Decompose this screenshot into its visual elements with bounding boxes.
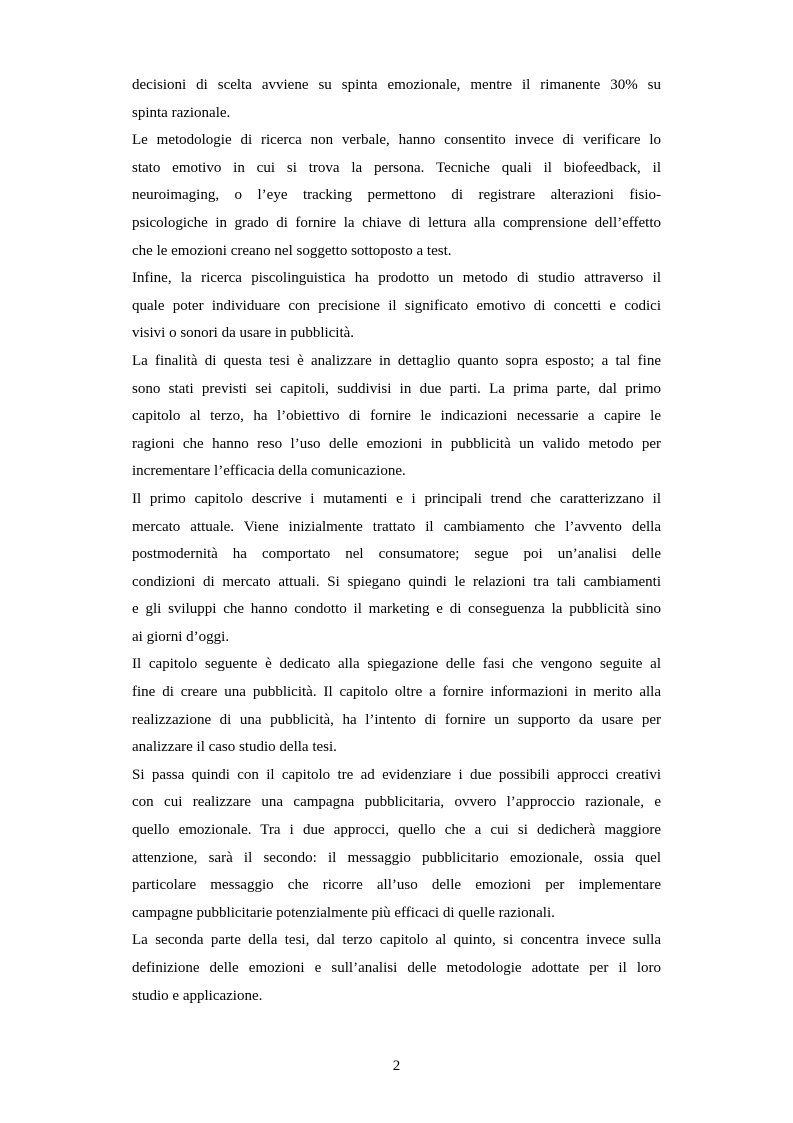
text-line: Il primo capitolo descrive i mutamenti e i principali trend che caratterizzano il [132,490,661,507]
text-line: ai giorni d’oggi. [132,628,230,645]
text-line: con cui realizzare una campagna pubblicitaria, ovvero l’approccio razionale, e [132,794,661,811]
text-line: La finalità di questa tesi è analizzare in dettaglio quanto sopra esposto; a tal fine [132,352,661,369]
text-line: Infine, la ricerca piscolinguistica ha prodotto un metodo di studio attraverso il [132,270,661,287]
text-line: quale poter individuare con precisione il significato emotivo di concetti e codici [132,297,661,314]
paragraph [132,348,661,486]
text-line: capitolo al terzo, ha l’obiettivo di fornire le indicazioni necessarie a capire le [132,408,661,425]
text-line: Le metodologie di ricerca non verbale, hanno consentito invece di verificare lo [132,132,661,149]
text-line: psicologiche in grado di fornire la chiave di lettura alla comprensione dell’effetto [132,214,661,231]
text-line: postmodernità ha comportato nel consumatore; segue poi un’analisi delle [132,546,661,563]
paragraph [132,127,661,265]
text-line: realizzazione di una pubblicità, ha l’intento di fornire un supporto da usare per [132,711,661,728]
paragraph [132,265,661,348]
paragraph [132,927,661,1010]
paragraph [132,762,661,928]
text-line: studio e applicazione. [132,987,263,1004]
text-line: ragioni che hanno reso l’uso delle emozioni in pubblicità un valido metodo per [132,435,661,452]
text-line: decisioni di scelta avviene su spinta emozionale, mentre il rimanente 30% su [132,77,661,93]
text-line: analizzare il caso studio della tesi. [132,739,337,756]
text-line: stato emotivo in cui si trova la persona. Tecniche quali il biofeedback, il [132,159,661,176]
text-line: Si passa quindi con il capitolo tre ad evidenziare i due possibili approcci creativi [132,766,661,783]
text-line: che le emozioni creano nel soggetto sottoposto a test. [132,242,452,259]
text-line: campagne pubblicitarie potenzialmente più efficaci di quelle razionali. [132,904,555,921]
text-line: incrementare l’efficacia della comunicazione. [132,463,406,480]
text-line: definizione delle emozioni e sull’analisi delle metodologie adottate per il loro [132,960,661,976]
text-line: sono stati previsti sei capitoli, suddivisi in due parti. La prima parte, dal primo [132,380,661,397]
page-number: 2 [392,1058,401,1074]
text-line: quello emozionale. Tra i due approcci, quello che a cui si dedicherà maggiore [132,822,661,839]
text-line: condizioni di mercato attuali. Si spiegano quindi le relazioni tra tali cambiamenti [132,573,661,590]
text-line: visivi o sonori da usare in pubblicità. [132,325,355,342]
text-line: spinta razionale. [132,104,231,121]
paragraph [132,651,661,761]
text-line: mercato attuale. Viene inizialmente trattato il cambiamento che l’avvento della [132,518,661,535]
document-body [132,72,661,1010]
text-line: e gli sviluppi che hanno condotto il marketing e di conseguenza la pubblicità sino [132,601,661,618]
text-line: attenzione, sarà il secondo: il messaggio pubblicitario emozionale, ossia quel [132,849,661,866]
text-line: neuroimaging, o l’eye tracking permettono di registrare alterazioni fisio- [132,187,661,204]
text-line: Il capitolo seguente è dedicato alla spiegazione delle fasi che vengono seguite al [132,656,661,673]
paragraph [132,486,661,652]
text-line: particolare messaggio che ricorre all’uso delle emozioni per implementare [132,877,661,894]
text-line: fine di creare una pubblicità. Il capitolo oltre a fornire informazioni in merito alla [132,684,661,701]
paragraph [132,72,661,127]
text-line: La seconda parte della tesi, dal terzo capitolo al quinto, si concentra invece sulla [132,932,661,949]
